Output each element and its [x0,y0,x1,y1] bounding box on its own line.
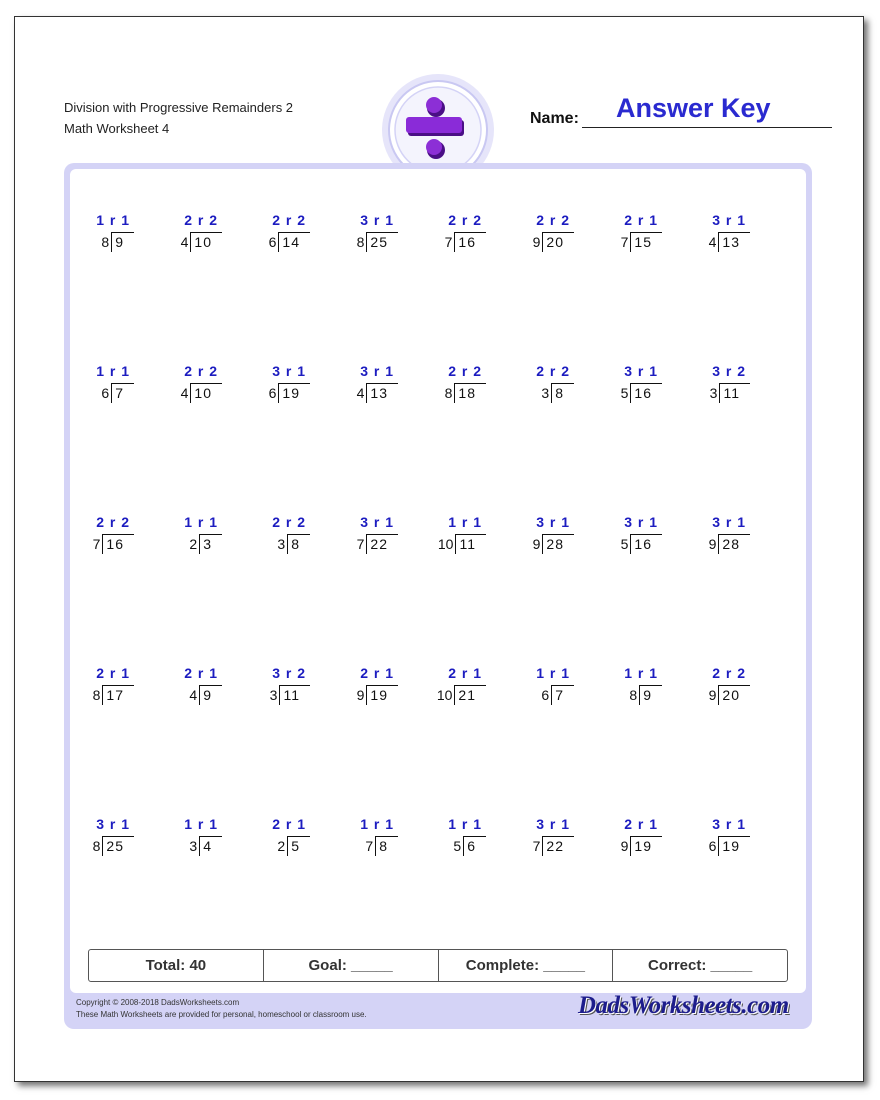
problem-answer: 2 r 2 [184,363,218,379]
division-problem [418,212,504,256]
answer-key-label: Answer Key [616,93,771,123]
problem-answer: 3 r 1 [360,212,394,228]
problems-area [70,169,806,993]
divisor: 6 [708,838,717,854]
divisor: 8 [101,234,110,250]
division-problem [418,816,504,860]
long-division-bracket [541,383,574,403]
long-division-bracket [621,383,662,403]
divisor: 7 [444,234,453,250]
problem-answer: 1 r 1 [448,514,482,530]
division-problem [594,212,680,256]
divisor: 4 [708,234,717,250]
title-line-1: Division with Progressive Remainders 2 [64,100,294,115]
dividend: 15 [630,232,662,252]
division-problem [506,816,592,860]
long-division-bracket [93,836,134,856]
division-problem [242,816,328,860]
division-problem [330,665,416,709]
division-problem [418,665,504,709]
divisor: 7 [356,536,365,552]
division-problem [242,514,328,558]
long-division-bracket [533,232,574,252]
problem-answer: 3 r 2 [712,363,746,379]
division-problem [242,363,328,407]
long-division-bracket [93,534,134,554]
problem-answer: 3 r 1 [536,514,570,530]
dividend: 10 [190,383,222,403]
problem-answer: 2 r 2 [272,514,306,530]
goal-field: Goal: _____ [264,950,439,981]
problem-answer: 1 r 1 [536,665,570,681]
divisor: 5 [453,838,462,854]
long-division-bracket [629,685,662,705]
division-problem [66,514,152,558]
division-problem [418,514,504,558]
name-field [530,92,832,128]
divisor: 5 [620,385,629,401]
dividend: 8 [375,836,398,856]
long-division-bracket [357,232,398,252]
long-division-bracket [181,232,222,252]
long-division-bracket [101,383,134,403]
division-problem [154,212,240,256]
divisor: 6 [268,385,277,401]
long-division-bracket [181,383,222,403]
long-division-bracket [269,232,310,252]
dividend: 9 [199,685,222,705]
long-division-bracket [621,534,662,554]
long-division-bracket [445,383,486,403]
dividend: 6 [463,836,486,856]
dividend: 20 [542,232,574,252]
dividend: 17 [102,685,134,705]
copyright-line: Copyright © 2008-2018 DadsWorksheets.com [76,998,240,1007]
divisor: 8 [444,385,453,401]
divisor: 9 [532,536,541,552]
problem-answer: 3 r 1 [712,514,746,530]
brand-logo: DadsWorksheets.com [578,992,789,1019]
problem-answer: 1 r 1 [184,816,218,832]
divisor: 7 [92,536,101,552]
dividend: 19 [366,685,398,705]
division-problem [506,363,592,407]
problem-answer: 2 r 2 [448,363,482,379]
problem-answer: 2 r 2 [536,212,570,228]
long-division-bracket [189,534,222,554]
divisor: 7 [532,838,541,854]
long-division-bracket [709,685,750,705]
dividend: 3 [199,534,222,554]
divisor: 8 [92,838,101,854]
long-division-bracket [438,534,486,554]
dividend: 28 [718,534,750,554]
problem-answer: 2 r 1 [448,665,482,681]
dividend: 13 [366,383,398,403]
divisor: 2 [189,536,198,552]
copyright-notice [76,997,367,1021]
problem-answer: 3 r 1 [624,514,658,530]
division-problem [66,816,152,860]
long-division-bracket [357,534,398,554]
division-problem [594,514,680,558]
divisor: 3 [709,385,718,401]
dividend: 7 [551,685,574,705]
total-count: Total: 40 [89,950,264,981]
problem-answer: 2 r 2 [536,363,570,379]
division-problem [66,363,152,407]
divisor: 7 [620,234,629,250]
long-division-bracket [437,685,486,705]
problem-answer: 3 r 2 [272,665,306,681]
dividend: 16 [102,534,134,554]
division-problem [330,212,416,256]
dividend: 11 [279,685,310,705]
divisor: 9 [620,838,629,854]
dividend: 10 [190,232,222,252]
divisor: 8 [92,687,101,703]
complete-field: Complete: _____ [439,950,614,981]
title-line-2: Math Worksheet 4 [64,121,170,136]
dividend: 16 [454,232,486,252]
problem-answer: 3 r 1 [712,212,746,228]
division-problem [330,363,416,407]
divisor: 6 [101,385,110,401]
problem-answer: 3 r 1 [536,816,570,832]
problem-answer: 2 r 1 [184,665,218,681]
divisor: 4 [180,234,189,250]
problem-answer: 1 r 1 [624,665,658,681]
division-problem [154,363,240,407]
division-problem [418,363,504,407]
problem-answer: 2 r 2 [448,212,482,228]
problem-answer: 2 r 1 [624,212,658,228]
problem-answer: 2 r 2 [712,665,746,681]
division-problem [330,816,416,860]
problem-answer: 1 r 1 [96,212,130,228]
problem-answer: 2 r 2 [184,212,218,228]
problem-answer: 3 r 1 [712,816,746,832]
divisor: 8 [629,687,638,703]
divisor: 10 [436,687,453,703]
long-division-bracket [710,383,750,403]
division-problem [682,514,768,558]
divisor: 3 [189,838,198,854]
long-division-bracket [189,836,222,856]
dividend: 18 [454,383,486,403]
long-division-bracket [101,232,134,252]
dividend: 11 [455,534,486,554]
division-problem [506,665,592,709]
division-problem [506,212,592,256]
division-problem [594,363,680,407]
long-division-bracket [277,534,310,554]
divisor: 4 [180,385,189,401]
division-problem [154,514,240,558]
long-division-bracket [709,836,750,856]
dividend: 5 [287,836,310,856]
dividend: 22 [542,836,574,856]
divisor: 8 [356,234,365,250]
long-division-bracket [621,836,662,856]
divisor: 6 [541,687,550,703]
problem-answer: 1 r 1 [360,816,394,832]
division-problem [682,363,768,407]
long-division-bracket [709,232,750,252]
long-division-bracket [270,685,310,705]
division-problem [66,212,152,256]
long-division-bracket [709,534,750,554]
dividend: 13 [718,232,750,252]
long-division-bracket [93,685,134,705]
divisor: 6 [268,234,277,250]
score-bar [88,949,788,982]
long-division-bracket [357,383,398,403]
division-problem [66,665,152,709]
division-problem [242,212,328,256]
dividend: 19 [278,383,310,403]
division-problem [506,514,592,558]
divisor: 3 [541,385,550,401]
problem-answer: 2 r 1 [272,816,306,832]
long-division-bracket [621,232,662,252]
dividend: 28 [542,534,574,554]
long-division-bracket [189,685,222,705]
divisor: 9 [532,234,541,250]
problem-answer: 2 r 1 [360,665,394,681]
division-problem [594,816,680,860]
long-division-bracket [445,232,486,252]
divisor: 10 [437,536,454,552]
name-underline [582,127,832,128]
dividend: 9 [639,685,662,705]
division-problem [242,665,328,709]
long-division-bracket [541,685,574,705]
division-problem [682,665,768,709]
division-problem [682,212,768,256]
problem-answer: 3 r 1 [360,514,394,530]
divisor: 2 [277,838,286,854]
dividend: 19 [630,836,662,856]
division-problem [154,816,240,860]
usage-line: These Math Worksheets are provided for personal, homeschool or classroom use. [76,1010,367,1019]
dividend: 8 [551,383,574,403]
dividend: 20 [718,685,750,705]
division-problem [594,665,680,709]
problem-answer: 3 r 1 [96,816,130,832]
dividend: 16 [630,534,662,554]
divisor: 9 [708,536,717,552]
long-division-bracket [365,836,398,856]
problem-answer: 1 r 1 [96,363,130,379]
divisor: 5 [620,536,629,552]
divisor: 4 [356,385,365,401]
problem-answer: 3 r 1 [272,363,306,379]
division-problem [330,514,416,558]
dividend: 7 [111,383,134,403]
problem-answer: 3 r 1 [360,363,394,379]
divisor: 9 [356,687,365,703]
problem-answer: 1 r 1 [184,514,218,530]
dividend: 25 [102,836,134,856]
problem-answer: 2 r 2 [96,514,130,530]
divisor: 9 [708,687,717,703]
correct-field: Correct: _____ [648,957,753,974]
long-division-bracket [533,836,574,856]
dividend: 8 [287,534,310,554]
problems-frame [64,163,812,1029]
worksheet-title [64,97,293,139]
dividend: 22 [366,534,398,554]
divisor: 4 [189,687,198,703]
divisor: 7 [365,838,374,854]
problem-answer: 2 r 1 [624,816,658,832]
dividend: 9 [111,232,134,252]
division-problem [154,665,240,709]
divisor: 3 [277,536,286,552]
dividend: 19 [718,836,750,856]
dividend: 16 [630,383,662,403]
long-division-bracket [357,685,398,705]
long-division-bracket [269,383,310,403]
dividend: 25 [366,232,398,252]
divisor: 3 [269,687,278,703]
problem-answer: 3 r 1 [624,363,658,379]
dividend: 21 [454,685,486,705]
long-division-bracket [453,836,486,856]
problem-answer: 1 r 1 [448,816,482,832]
problem-answer: 2 r 2 [272,212,306,228]
dividend: 11 [719,383,750,403]
problem-answer: 2 r 1 [96,665,130,681]
division-problem [682,816,768,860]
long-division-bracket [277,836,310,856]
dividend: 14 [278,232,310,252]
dividend: 4 [199,836,222,856]
name-label: Name: [530,110,579,127]
long-division-bracket [533,534,574,554]
